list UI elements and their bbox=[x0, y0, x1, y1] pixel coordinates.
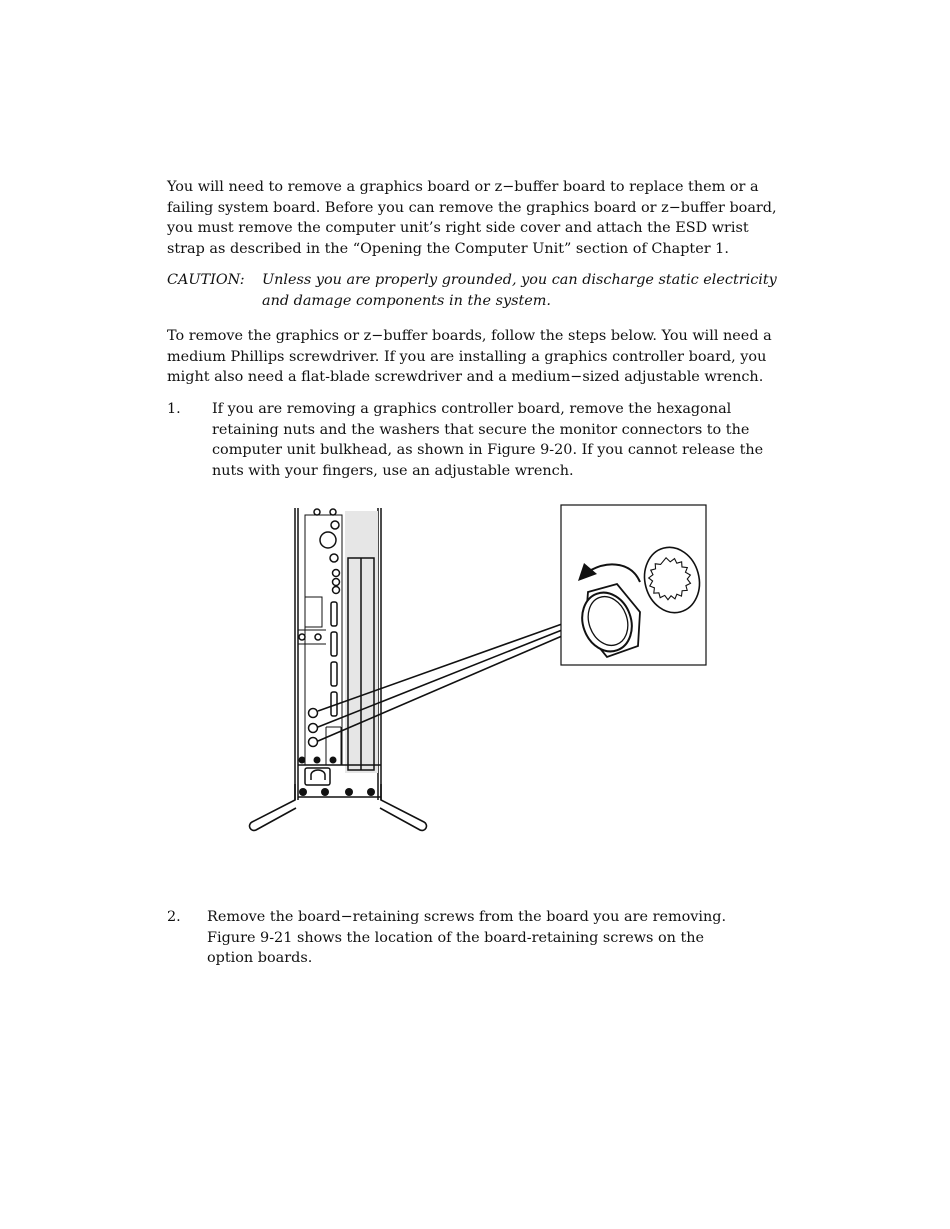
step-1-number: 1. bbox=[167, 401, 181, 417]
monitor-connector-2 bbox=[309, 724, 318, 733]
caution-text: Unless you are properly grounded, you can discharge static electricity and damage components in the system. bbox=[262, 272, 777, 309]
step-1-text: If you are removing a graphics controller board, remove the hexagonal retaining nuts and the washers that secure the monitor connectors to the computer unit bulkhead, as shown in Figure 9-20. If you cannot release the nuts with your fingers, use an adjustable wrench. bbox=[212, 401, 764, 479]
nut-detail-inset bbox=[561, 505, 707, 665]
monitor-connector-1 bbox=[309, 709, 318, 718]
step-2-text: Remove the board−retaining screws from the board you are removing. Figure 9-21 shows the location of the board-retaining screws on the option boards. bbox=[207, 909, 727, 967]
monitor-connector-3 bbox=[309, 738, 318, 747]
computer-unit-bulkhead bbox=[295, 508, 381, 800]
step-2-number: 2. bbox=[167, 909, 181, 925]
tools-paragraph: To remove the graphics or z−buffer boards, follow the steps below. You will need a medium Phillips screwdriver. If you are installing a graphics controller board, you might also need a flat-blade screwdriver and a medium−sized adjustable wrench. bbox=[167, 328, 772, 386]
caution-label: CAUTION: bbox=[167, 272, 245, 288]
intro-paragraph: You will need to remove a graphics board or z−buffer board to replace them or a failing system board. Before you can remove the graphics board or z−buffer board, you must remove the computer unit’s right side cover and attach the ESD wrist strap as described in the “Opening the Computer Unit” section of Chapter 1. bbox=[167, 179, 777, 257]
